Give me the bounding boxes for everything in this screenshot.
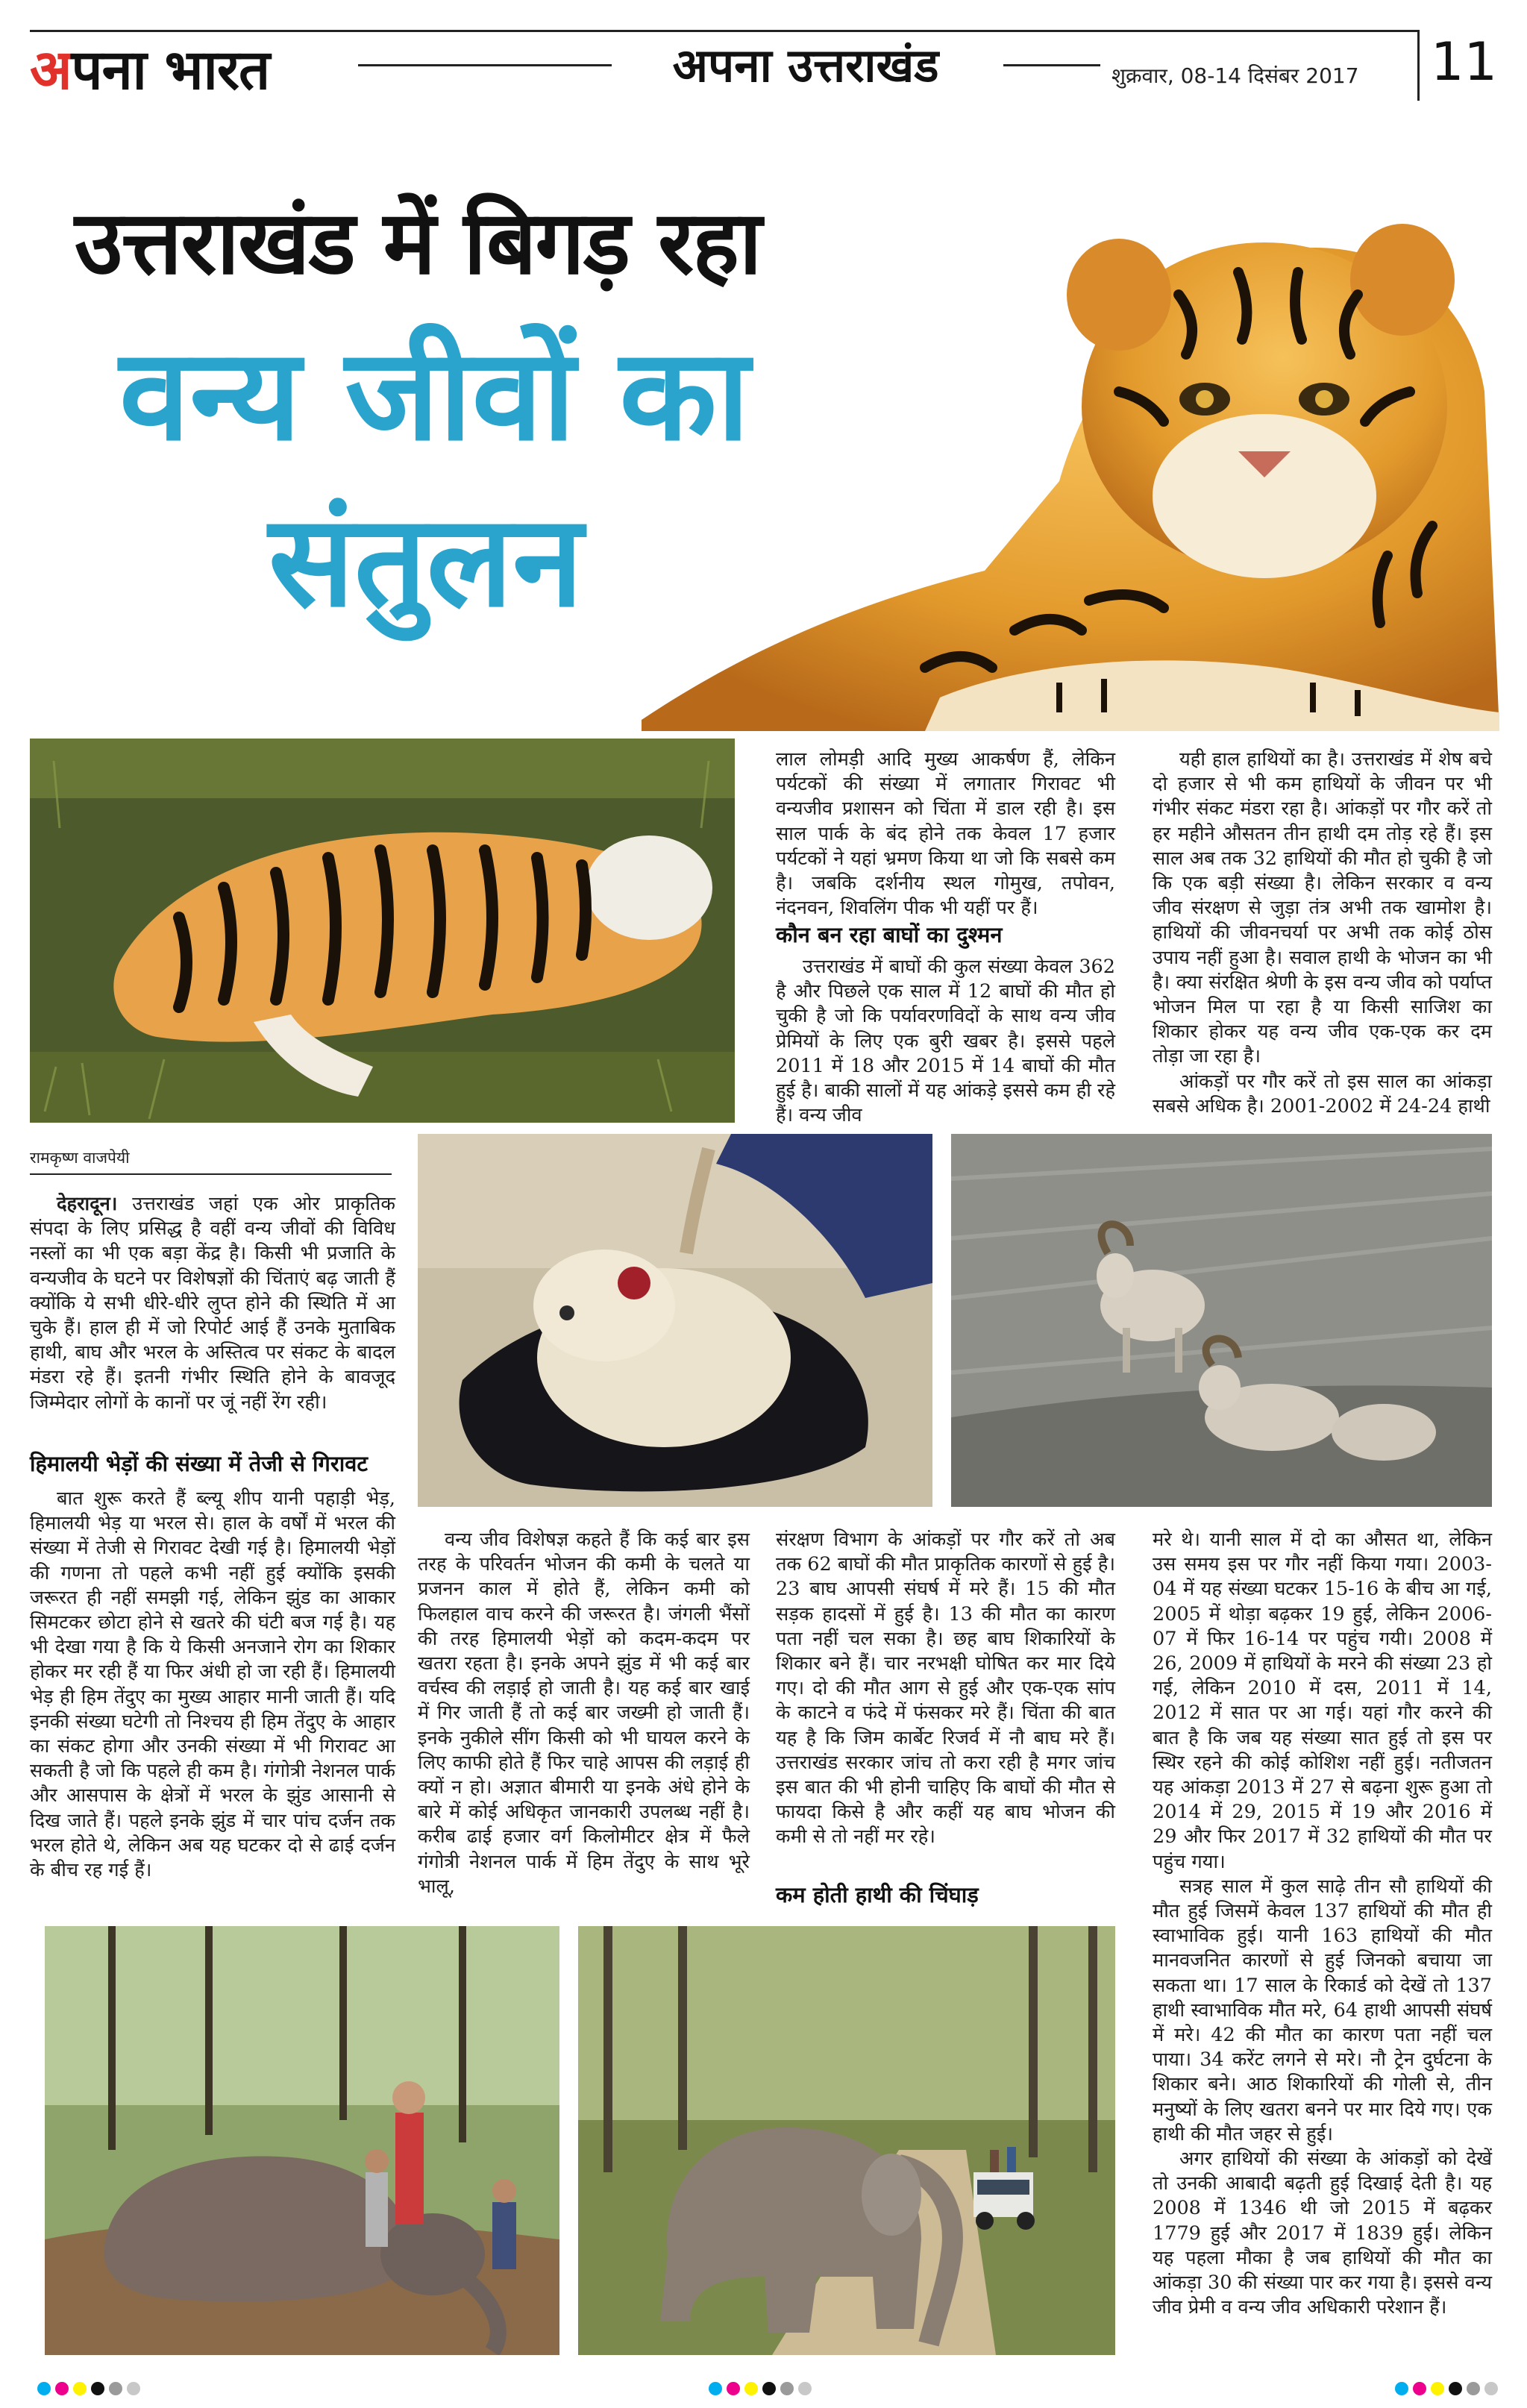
- tiger-cub-photo: [642, 183, 1499, 731]
- headline-line-1: उत्तराखंड में बिगड़ रहा: [75, 191, 761, 294]
- article-column-tigers: उत्तराखंड में बाघों की कुल संख्या केवल 362 है और पिछले एक साल में 12 बाघों की मौत हो चुकी है जो कि पर्यावरणविदों के साथ वन्य जीव प्रेमियों के लिए एक बुरी खबर है। इससे पहले 2011 में 18 और 2015 में 14 बाघों की मौत हुई है। बाकी सालों में यह आंकड़े इससे कम ही रहे हैं। वन्य जीव: [776, 956, 1115, 1127]
- header-rule-left: [358, 64, 612, 66]
- color-registration-marks-center: [709, 2382, 812, 2395]
- article-column-middle-3: संरक्षण विभाग के आंकड़ों पर गौर करें तो अब तक 62 बाघों की मौत प्राकृतिक कारणों से हुई है। 23 बाघ आपसी संघर्ष में मरे हैं। 15 की मौत सड़क हादसों में हुई है। 13 की मौत का कारण पता नहीं चल सका है। छह बाघ शिकारियों के शिकार बने हैं। चार नरभक्षी घोषित कर मार दिये गए। दो की मौत आग से हुई और एक-एक सांप के काटने व फंदे में फंसकर मरे हैं। चिंता की बात यह है कि जिम कार्बेट रिजर्व में नौ बाघ मरे हैं। उत्तराखंड सरकार जांच तो करा रही है मगर जांच इस बात की भी होनी चाहिए कि बाघों की मौत से फायदा किसे है और कहीं यह बाघ भोजन की कमी से तो नहीं मर रहे।: [776, 1528, 1115, 1849]
- subhead-himalayan-sheep: हिमालयी भेड़ों की संख्या में तेजी से गिरावट: [30, 1451, 368, 1476]
- masthead-brand: अपना भारत: [30, 38, 270, 102]
- bharal-herd-photo: [951, 1134, 1492, 1507]
- header-rule-right: [1003, 64, 1100, 66]
- color-registration-marks-left: [37, 2382, 140, 2395]
- article-column-top-right: यही हाल हाथियों का है। उत्तराखंड में शेष बचे दो हजार से भी कम हाथियों के जीवन पर भी गंभीर संकट मंडरा रहा है। आंकड़ों पर गौर करें तो हर महीने औसतन तीन हाथी दम तोड़ रहे हैं। इस साल अब तक 32 हाथियों की मौत हो चुकी है जो कि एक बड़ी संख्या है। लेकिन सरकार व वन्य जीव संरक्षण से जुड़ा तंत्र अभी तक खामोश है। हाथियों की जीवनचर्या पर अभी तक कोई ठोस उपाय नहीं हुआ है। सवाल हाथी के भोजन का भी है। क्या संरक्षित श्रेणी के इस वन्य जीव को पर्याप्त भोजन मिल पा रहा है या किसी साजिश का शिकार होकर यह वन्य जीव एक-एक कर दम तोड़ा जा रहा है। आंकड़ों पर गौर करें तो इस साल का आंकड़ा सबसे अधिक है। 2001-2002 में 24-24 हाथी: [1153, 748, 1492, 1117]
- article-column-middle-2: वन्य जीव विशेषज्ञ कहते हैं कि कई बार इस तरह के परिवर्तन भोजन की कमी के चलते या प्रजनन काल में होते हैं, लेकिन कमी को फिलहाल वाच करने की जरूरत है। जंगली भैंसों की तरह हिमालयी भेड़ों को कदम-कदम पर खतरा रहता है। इनके अपने झुंड में भी कई बार वर्चस्व की लड़ाई हो जाती है। यह कई बार खाई में गिर जाती हैं तो कई बार जख्मी हो जाती हैं। इनके नुकीले सींग किसी को भी घायल करने के लिए काफी होते हैं फिर चाहे आपस की लड़ाई ही क्यों न हो। अज्ञात बीमारी या इनके अंधे होने के बारे में कोई अधिकृत जानकारी उपलब्ध नहीं है। करीब ढाई हजार वर्ग किलोमीटर क्षेत्र में फैले गंगोत्री नेशनल पार्क में हिम तेंदुए के साथ भूरे भालू,: [418, 1528, 750, 1898]
- color-registration-marks-right: [1395, 2382, 1498, 2395]
- subhead-tigers: कौन बन रहा बाघों का दुश्मन: [776, 922, 1003, 947]
- elephant-jeep-photo: [578, 1926, 1115, 2355]
- page-number-divider: [1417, 30, 1420, 101]
- dateline-place: देहरादून।: [57, 1193, 118, 1215]
- page-number: 11: [1431, 31, 1498, 93]
- byline-rule: [30, 1173, 392, 1175]
- headline-line-2: वन्य जीवों का: [119, 322, 750, 469]
- injured-sheep-photo: [418, 1134, 932, 1507]
- dead-tiger-photo: [30, 739, 735, 1123]
- subhead-elephants: कम होती हाथी की चिंघाड़: [776, 1882, 979, 1907]
- dead-elephant-photo: [45, 1926, 559, 2355]
- headline-line-3: संतुलन: [269, 488, 583, 636]
- issue-date: शुक्रवार, 08-14 दिसंबर 2017: [1111, 63, 1359, 88]
- byline: रामकृष्ण वाजपेयी: [30, 1149, 130, 1167]
- section-title: अपना उत्तराखंड: [672, 38, 939, 93]
- article-column-intro: देहरादून। उत्तराखंड जहां एक ओर प्राकृतिक संपदा के लिए प्रसिद्ध है वहीं वन्य जीवों की विविध नस्लों का भी एक बड़ा केंद्र है। किसी भी प्रजाति के वन्यजीव के घटने पर विशेषज्ञों की चिंताएं बढ़ जाती हैं क्योंकि ये सभी धीरे-धीरे लुप्त होने की स्थिति में आ चुके हैं। हाल ही में जो रिपोर्ट आई हैं उनके मुताबिक हाथी, बाघ और भरल के अस्तित्व पर संकट के बादल मंडरा रहे हैं। इतनी गंभीर स्थिति होने के बावजूद जिम्मेदार लोगों के कानों पर जूं नहीं रेंग रही।: [30, 1193, 396, 1414]
- article-column-sheep: बात शुरू करते हैं ब्ल्यू शीप यानी पहाड़ी भेड़, हिमालयी भेड़ या भरल से। हाल के वर्षों में भरल की संख्या में तेजी से गिरावट देखी गई है। हिमालयी भेड़ों की गणना तो पहले कभी नहीं हुई क्योंकि इसकी जरूरत ही नहीं समझी गई, लेकिन झुंड का आकार सिमटकर छोटा होने से खतरे की घंटी बज गई है। यह भी देखा गया है कि ये किसी अनजाने रोग का शिकार होकर मर रही हैं या फिर अंधी हो जा रही हैं। हिमालयी भेड़ ही हिम तेंदुए का मुख्य आहार मानी जाती हैं। यदि इनकी संख्या घटेगी तो निश्चय ही हिम तेंदुए के आहार का संकट होगा और उनकी संख्या में भी गिरावट आ सकती है जो कि पहले ही कम है। गंगोत्री नेशनल पार्क और आसपास के क्षेत्रों में भरल के झुंड आसानी से दिख जाते हैं। पहले इनके झुंड में चार पांच दर्जन तक भरल होते थे, लेकिन अब यह घटकर दो से ढाई दर्जन के बीच रह गई हैं।: [30, 1487, 395, 1882]
- article-column-right-bottom: मरे थे। यानी साल में दो का औसत था, लेकिन उस समय इस पर गौर नहीं किया गया। 2003-04 में यह संख्या घटकर 15-16 के बीच आ गई, 2005 में थोड़ा बढ़कर 19 हुई, लेकिन 2006-07 में फिर 16-14 पर पहुंच गयी। 2008 में 26, 2009 में हाथियों के मरने की संख्या 23 हो गई, लेकिन 2010 में दस, 2011 में 14, 2012 में सात पर आ गई। यहां गौर करने की बात है कि जब यह संख्या सात हुई तो इस पर स्थिर रहने की कोई कोशिश नहीं हुई। नतीजतन यह आंकड़ा 2013 में 27 से बढ़ना शुरू हुआ तो 2014 में 29, 2015 में 19 और 2016 में 29 और फिर 2017 में 32 हाथियों की मौत पर पहुंच गया। सत्रह साल में कुल साढ़े तीन सौ हाथियों की मौत हुई जिसमें केवल 137 हाथियों की मौत ही स्वाभाविक हुई। यानी 163 हाथियों की मौत मानवजनित कारणों से हुई जिनको बचाया जा सकता था। 17 साल के रिकार्ड को देखें तो 137 हाथी स्वाभाविक मौत मरे, 64 हाथी आपसी संघर्ष में मरे। 42 की मौत का कारण पता नहीं चल पाया। 34 करेंट लगने से मरे। नौ ट्रेन दुर्घटना के शिकार बने। आठ शिकारियों की गोली से, तीन मनुष्यों के लिए खतरा बनने पर मार दिये गए। एक हाथी की मौत जहर से हुई। अगर हाथियों की संख्या के आंकड़ों को देखें तो उनकी आबादी बढ़ती हुई दिखाई देती है। यह 2008 में 1346 थी जो 2015 में बढ़कर 1779 हुई और 2017 में 1839 हुई। लेकिन यह पहला मौका है जब हाथियों की मौत का आंकड़ा 30 की संख्या पार कर गया है। इससे वन्य जीव प्रेमी व वन्य जीव अधिकारी परेशान हैं।: [1153, 1528, 1493, 2319]
- article-column-top-middle: लाल लोमड़ी आदि मुख्य आकर्षण हैं, लेकिन पर्यटकों की संख्या में लगातार गिरावट भी वन्यजीव प्रशासन को चिंता में डाल रही है। इस साल पार्क के बंद होने तक केवल 17 हजार पर्यटकों ने यहां भ्रमण किया था जो कि सबसे कम है। जबकि दर्शनीय स्थल गोमुख, तपोवन, नंदनवन, शिवलिंग पीक भी यहीं पर हैं।: [776, 748, 1115, 920]
